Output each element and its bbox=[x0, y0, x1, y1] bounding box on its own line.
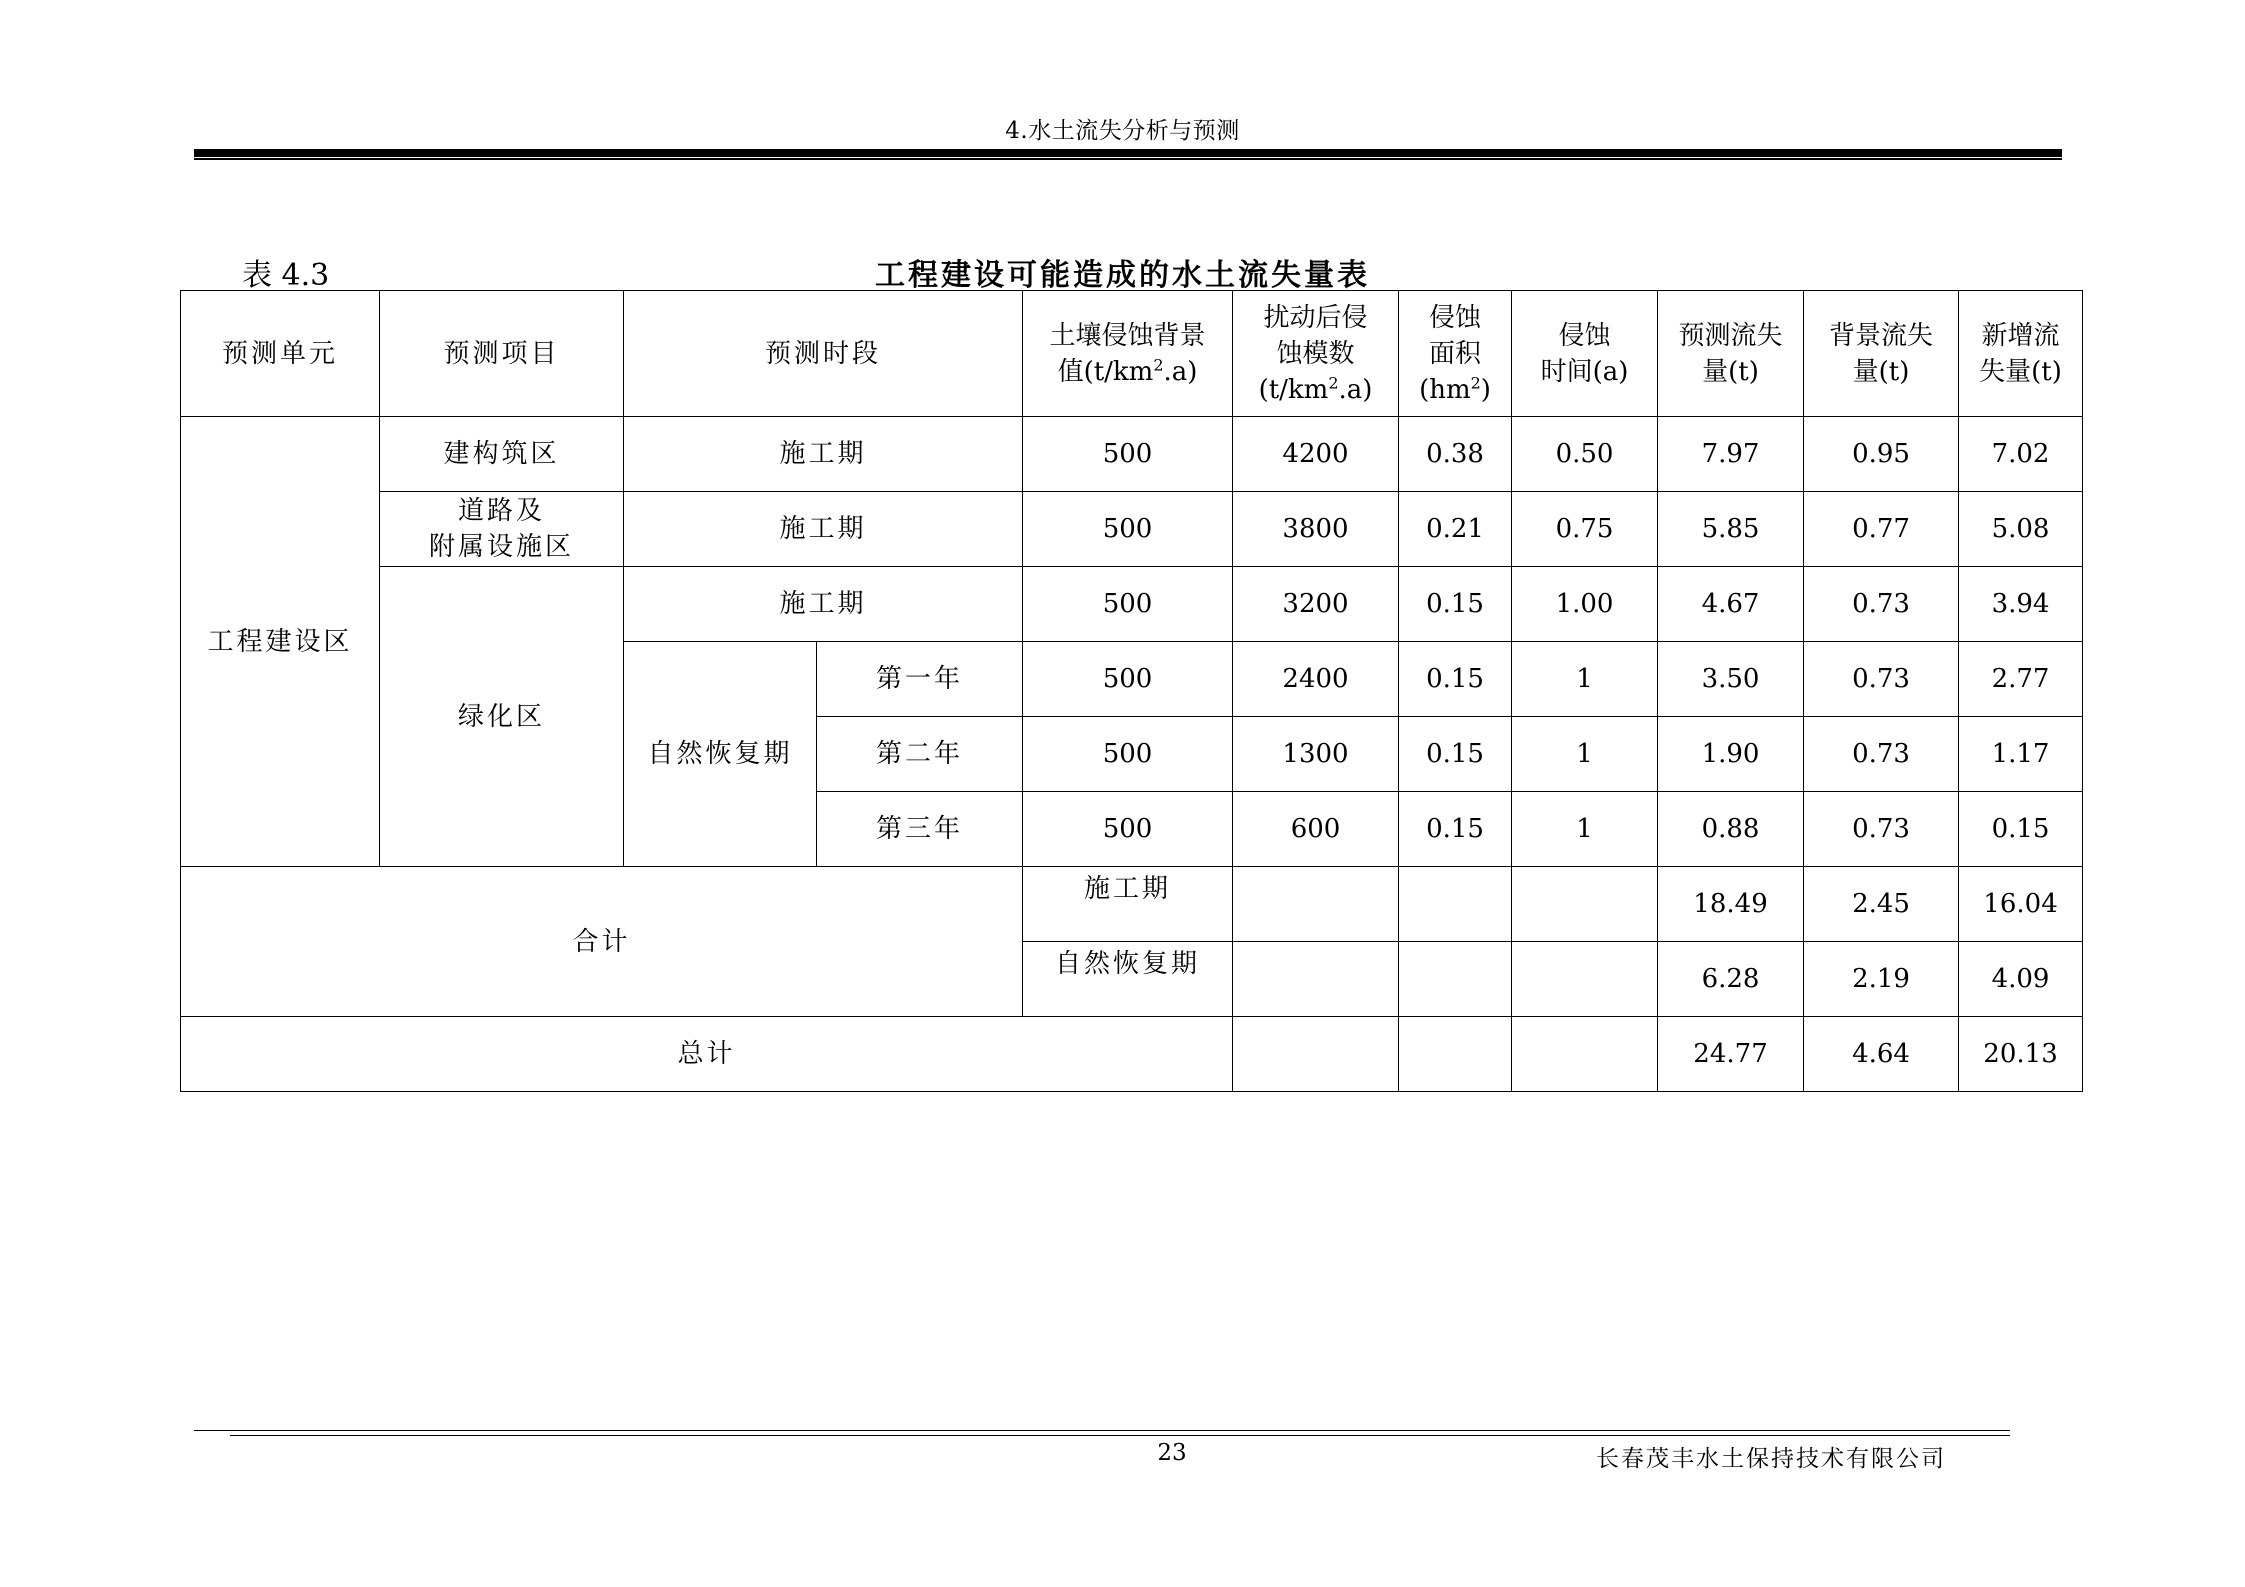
time-cell: 1 bbox=[1512, 717, 1658, 792]
item-building: 建构筑区 bbox=[380, 417, 624, 492]
header-unit: 预测单元 bbox=[181, 291, 380, 417]
background-loss-cell: 0.73 bbox=[1804, 642, 1959, 717]
total-label: 总计 bbox=[181, 1017, 1233, 1092]
table-row bbox=[181, 417, 2083, 492]
area-cell: 0.15 bbox=[1399, 792, 1512, 867]
bg-modulus-cell: 500 bbox=[1023, 567, 1233, 642]
header-erosion-time: 侵蚀 时间(a) bbox=[1512, 291, 1658, 417]
background-loss-cell: 0.73 bbox=[1804, 717, 1959, 792]
footer-rule-upper bbox=[194, 1430, 2010, 1431]
subtotal-row bbox=[181, 867, 2083, 942]
header-period: 预测时段 bbox=[624, 291, 1023, 417]
subtotal-label: 合计 bbox=[181, 867, 1023, 1017]
modulus-cell: 1300 bbox=[1233, 717, 1399, 792]
predicted-loss-cell: 24.77 bbox=[1658, 1017, 1804, 1092]
table-title: 工程建设可能造成的水土流失量表 bbox=[875, 258, 1370, 293]
header-background-modulus: 土壤侵蚀背景 值$(t/km^2.a)$ bbox=[1023, 291, 1233, 417]
background-loss-cell: 0.73 bbox=[1804, 567, 1959, 642]
table-number: 表 4.3 bbox=[242, 258, 330, 293]
new-loss-cell: 20.13 bbox=[1959, 1017, 2083, 1092]
bg-modulus-cell: 500 bbox=[1023, 417, 1233, 492]
empty-cell bbox=[1233, 1017, 1399, 1092]
soil-loss-table bbox=[180, 290, 2083, 1092]
time-cell: 0.75 bbox=[1512, 492, 1658, 567]
period-year-2: 第二年 bbox=[817, 717, 1023, 792]
empty-cell bbox=[1399, 1017, 1512, 1092]
total-row bbox=[181, 1017, 2083, 1092]
period-year-1: 第一年 bbox=[817, 642, 1023, 717]
period-recovery: 自然恢复期 bbox=[624, 642, 817, 867]
new-loss-cell: 7.02 bbox=[1959, 417, 2083, 492]
company-name: 长春茂丰水土保持技术有限公司 bbox=[1596, 1446, 1946, 1472]
header-predicted-loss: 预测流失 量(t) bbox=[1658, 291, 1804, 417]
empty-cell bbox=[1233, 867, 1399, 942]
header-item: 预测项目 bbox=[380, 291, 624, 417]
page-number: 23 bbox=[1157, 1440, 1187, 1466]
predicted-loss-cell: 4.67 bbox=[1658, 567, 1804, 642]
bg-modulus-cell: 500 bbox=[1023, 792, 1233, 867]
new-loss-cell: 5.08 bbox=[1959, 492, 2083, 567]
background-loss-cell: 2.45 bbox=[1804, 867, 1959, 942]
area-cell: 0.38 bbox=[1399, 417, 1512, 492]
predicted-loss-cell: 18.49 bbox=[1658, 867, 1804, 942]
modulus-cell: 3800 bbox=[1233, 492, 1399, 567]
table-row bbox=[181, 567, 2083, 642]
header-background-loss: 背景流失 量(t) bbox=[1804, 291, 1959, 417]
predicted-loss-cell: 5.85 bbox=[1658, 492, 1804, 567]
bg-modulus-cell: 500 bbox=[1023, 492, 1233, 567]
area-cell: 0.21 bbox=[1399, 492, 1512, 567]
header-new-loss: 新增流 失量(t) bbox=[1959, 291, 2083, 417]
new-loss-cell: 1.17 bbox=[1959, 717, 2083, 792]
predicted-loss-cell: 7.97 bbox=[1658, 417, 1804, 492]
header-disturbed-modulus: 扰动后侵 蚀模数 $(t/km^2.a)$ bbox=[1233, 291, 1399, 417]
predicted-loss-cell: 6.28 bbox=[1658, 942, 1804, 1017]
modulus-cell: 2400 bbox=[1233, 642, 1399, 717]
period-cell: 施工期 bbox=[624, 567, 1023, 642]
empty-cell bbox=[1512, 867, 1658, 942]
empty-cell bbox=[1233, 942, 1399, 1017]
table-row bbox=[181, 492, 2083, 567]
new-loss-cell: 4.09 bbox=[1959, 942, 2083, 1017]
time-cell: 1 bbox=[1512, 792, 1658, 867]
header-rule-thick bbox=[194, 149, 2062, 157]
header-erosion-area: 侵蚀 面积 $(hm^2)$ bbox=[1399, 291, 1512, 417]
area-cell: 0.15 bbox=[1399, 717, 1512, 792]
background-loss-cell: 0.95 bbox=[1804, 417, 1959, 492]
running-header: 4.水土流失分析与预测 bbox=[1005, 118, 1240, 144]
area-cell: 0.15 bbox=[1399, 567, 1512, 642]
background-loss-cell: 2.19 bbox=[1804, 942, 1959, 1017]
period-year-3: 第三年 bbox=[817, 792, 1023, 867]
predicted-loss-cell: 0.88 bbox=[1658, 792, 1804, 867]
background-loss-cell: 0.73 bbox=[1804, 792, 1959, 867]
bg-modulus-cell: 500 bbox=[1023, 642, 1233, 717]
background-loss-cell: 4.64 bbox=[1804, 1017, 1959, 1092]
bg-modulus-cell: 500 bbox=[1023, 717, 1233, 792]
area-cell: 0.15 bbox=[1399, 642, 1512, 717]
time-cell: 1 bbox=[1512, 642, 1658, 717]
empty-cell bbox=[1512, 1017, 1658, 1092]
footer-rule-lower bbox=[230, 1435, 2010, 1436]
period-cell: 施工期 bbox=[624, 492, 1023, 567]
period-cell: 施工期 bbox=[624, 417, 1023, 492]
background-loss-cell: 0.77 bbox=[1804, 492, 1959, 567]
item-green: 绿化区 bbox=[380, 567, 624, 867]
item-road: 道路及 附属设施区 bbox=[380, 492, 624, 567]
new-loss-cell: 3.94 bbox=[1959, 567, 2083, 642]
subtotal-construction-label: 施工期 bbox=[1023, 867, 1233, 942]
subtotal-recovery-label: 自然恢复期 bbox=[1023, 942, 1233, 1017]
empty-cell bbox=[1399, 942, 1512, 1017]
modulus-cell: 4200 bbox=[1233, 417, 1399, 492]
empty-cell bbox=[1399, 867, 1512, 942]
new-loss-cell: 16.04 bbox=[1959, 867, 2083, 942]
modulus-cell: 600 bbox=[1233, 792, 1399, 867]
header-rule-thin bbox=[194, 158, 2062, 160]
predicted-loss-cell: 3.50 bbox=[1658, 642, 1804, 717]
empty-cell bbox=[1512, 942, 1658, 1017]
time-cell: 0.50 bbox=[1512, 417, 1658, 492]
time-cell: 1.00 bbox=[1512, 567, 1658, 642]
unit-cell: 工程建设区 bbox=[181, 417, 380, 867]
predicted-loss-cell: 1.90 bbox=[1658, 717, 1804, 792]
header-row bbox=[181, 291, 2083, 417]
new-loss-cell: 2.77 bbox=[1959, 642, 2083, 717]
modulus-cell: 3200 bbox=[1233, 567, 1399, 642]
new-loss-cell: 0.15 bbox=[1959, 792, 2083, 867]
